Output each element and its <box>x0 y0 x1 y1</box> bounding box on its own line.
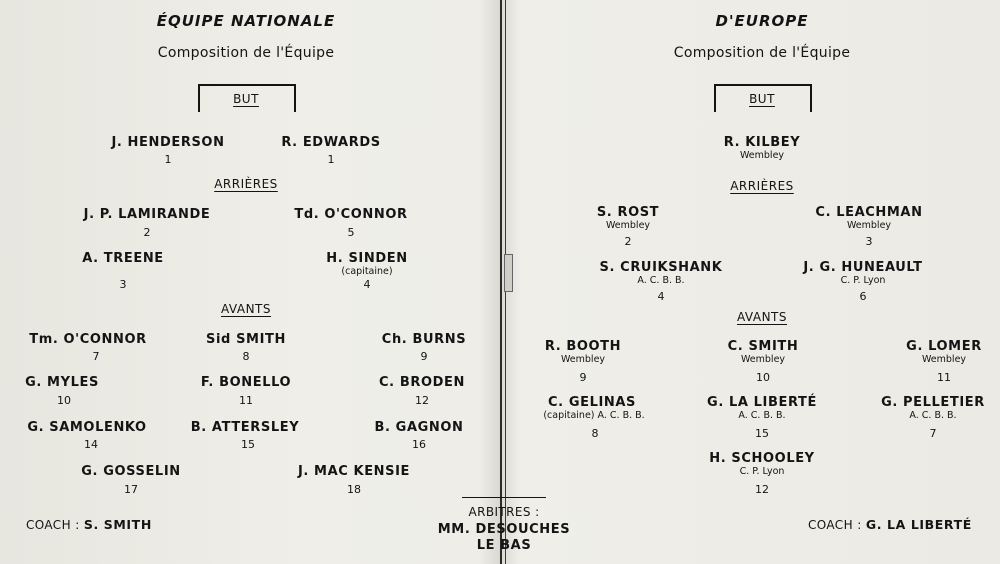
player-number: 15 <box>241 438 255 451</box>
player-name: H. SINDEN <box>326 251 408 266</box>
player-name: G. LOMER <box>906 339 982 354</box>
player-name: B. ATTERSLEY <box>190 420 300 435</box>
left-title: ÉQUIPE NATIONALE <box>156 12 336 30</box>
player-name: Sid SMITH <box>206 332 286 347</box>
player-name: Tm. O'CONNOR <box>29 332 147 347</box>
player-name: A. TREENE <box>82 251 164 266</box>
right-title: D'EUROPE <box>715 12 809 30</box>
right-avants-label: AVANTS <box>736 310 788 324</box>
player-name: B. GAGNON <box>374 420 464 435</box>
player-number: 12 <box>415 394 429 407</box>
player-number: 18 <box>347 483 361 496</box>
right-coach <box>808 517 972 532</box>
player-number: 1 <box>164 153 172 166</box>
staple <box>504 254 513 292</box>
player-number: 7 <box>92 350 100 363</box>
player-name: C. SMITH <box>727 339 799 354</box>
player-name: R. EDWARDS <box>281 135 381 150</box>
referees-line-2: LE BAS <box>476 538 532 553</box>
player-club: A. C. B. B. <box>637 275 685 286</box>
right-but-label: BUT <box>749 92 775 106</box>
player-name: G. MYLES <box>25 375 99 390</box>
player-number: 6 <box>859 290 867 303</box>
player-number: 2 <box>624 235 632 248</box>
player-club: C. P. Lyon <box>739 466 785 477</box>
referees-label: ARBITRES : <box>468 505 540 519</box>
coach-label: COACH : <box>808 518 862 532</box>
player-name: S. CRUIKSHANK <box>599 260 723 275</box>
player-club: Wembley <box>846 220 892 231</box>
coach-label: COACH : <box>26 518 80 532</box>
player-number: 8 <box>591 427 599 440</box>
player-number: 1 <box>327 153 335 166</box>
player-name: S. ROST <box>596 205 660 220</box>
player-club: C. P. Lyon <box>840 275 886 286</box>
right-arrieres-label: ARRIÈRES <box>730 179 794 193</box>
right-subtitle: Composition de l'Équipe <box>673 45 851 61</box>
player-name: F. BONELLO <box>200 375 292 390</box>
player-name: J. G. HUNEAULT <box>803 260 923 275</box>
player-name: C. GELINAS <box>548 395 636 410</box>
player-number: 9 <box>579 371 587 384</box>
player-name: C. BRODEN <box>379 375 465 390</box>
player-number: 11 <box>239 394 253 407</box>
left-avants-label: AVANTS <box>220 302 272 316</box>
player-number: 16 <box>412 438 426 451</box>
player-name: J. MAC KENSIE <box>297 464 411 479</box>
player-name: R. KILBEY <box>723 135 801 150</box>
player-name: G. GOSSELIN <box>81 464 181 479</box>
player-name: J. HENDERSON <box>111 135 225 150</box>
player-number: 8 <box>242 350 250 363</box>
player-name: R. BOOTH <box>544 339 622 354</box>
player-name: G. SAMOLENKO <box>27 420 147 435</box>
player-number: 3 <box>865 235 873 248</box>
player-club: Wembley <box>740 354 786 365</box>
player-club: A. C. B. B. <box>738 410 786 421</box>
player-number: 10 <box>756 371 770 384</box>
player-name: Ch. BURNS <box>381 332 467 347</box>
player-number: 15 <box>755 427 769 440</box>
player-name: G. PELLETIER <box>881 395 985 410</box>
player-club: Wembley <box>739 150 785 161</box>
player-club: (capitaine) A. C. B. B. <box>543 410 645 421</box>
player-number: 3 <box>119 278 127 291</box>
player-club: Wembley <box>560 354 606 365</box>
coach-name: G. LA LIBERTÉ <box>865 517 972 532</box>
left-but-label: BUT <box>233 92 259 106</box>
player-number: 7 <box>929 427 937 440</box>
player-number: 11 <box>937 371 951 384</box>
player-number: 4 <box>657 290 665 303</box>
player-number: 14 <box>84 438 98 451</box>
left-arrieres-label: ARRIÈRES <box>214 177 278 191</box>
player-club: Wembley <box>921 354 967 365</box>
player-number: 17 <box>124 483 138 496</box>
player-name: Td. O'CONNOR <box>294 207 408 222</box>
player-name: C. LEACHMAN <box>815 205 923 220</box>
player-number: 5 <box>347 226 355 239</box>
player-club: Wembley <box>605 220 651 231</box>
player-number: 12 <box>755 483 769 496</box>
player-note: (capitaine) <box>341 266 393 277</box>
player-number: 4 <box>363 278 371 291</box>
coach-name: S. SMITH <box>83 517 152 532</box>
player-name: H. SCHOOLEY <box>709 451 815 466</box>
referees-line-1: MM. DESOUCHES <box>437 522 571 537</box>
player-name: G. LA LIBERTÉ <box>707 395 817 410</box>
referees-rule <box>462 497 546 498</box>
player-number: 9 <box>420 350 428 363</box>
left-subtitle: Composition de l'Équipe <box>157 45 335 61</box>
left-coach <box>26 517 152 532</box>
player-name: J. P. LAMIRANDE <box>83 207 211 222</box>
player-number: 2 <box>143 226 151 239</box>
player-club: A. C. B. B. <box>909 410 957 421</box>
player-number: 10 <box>57 394 71 407</box>
